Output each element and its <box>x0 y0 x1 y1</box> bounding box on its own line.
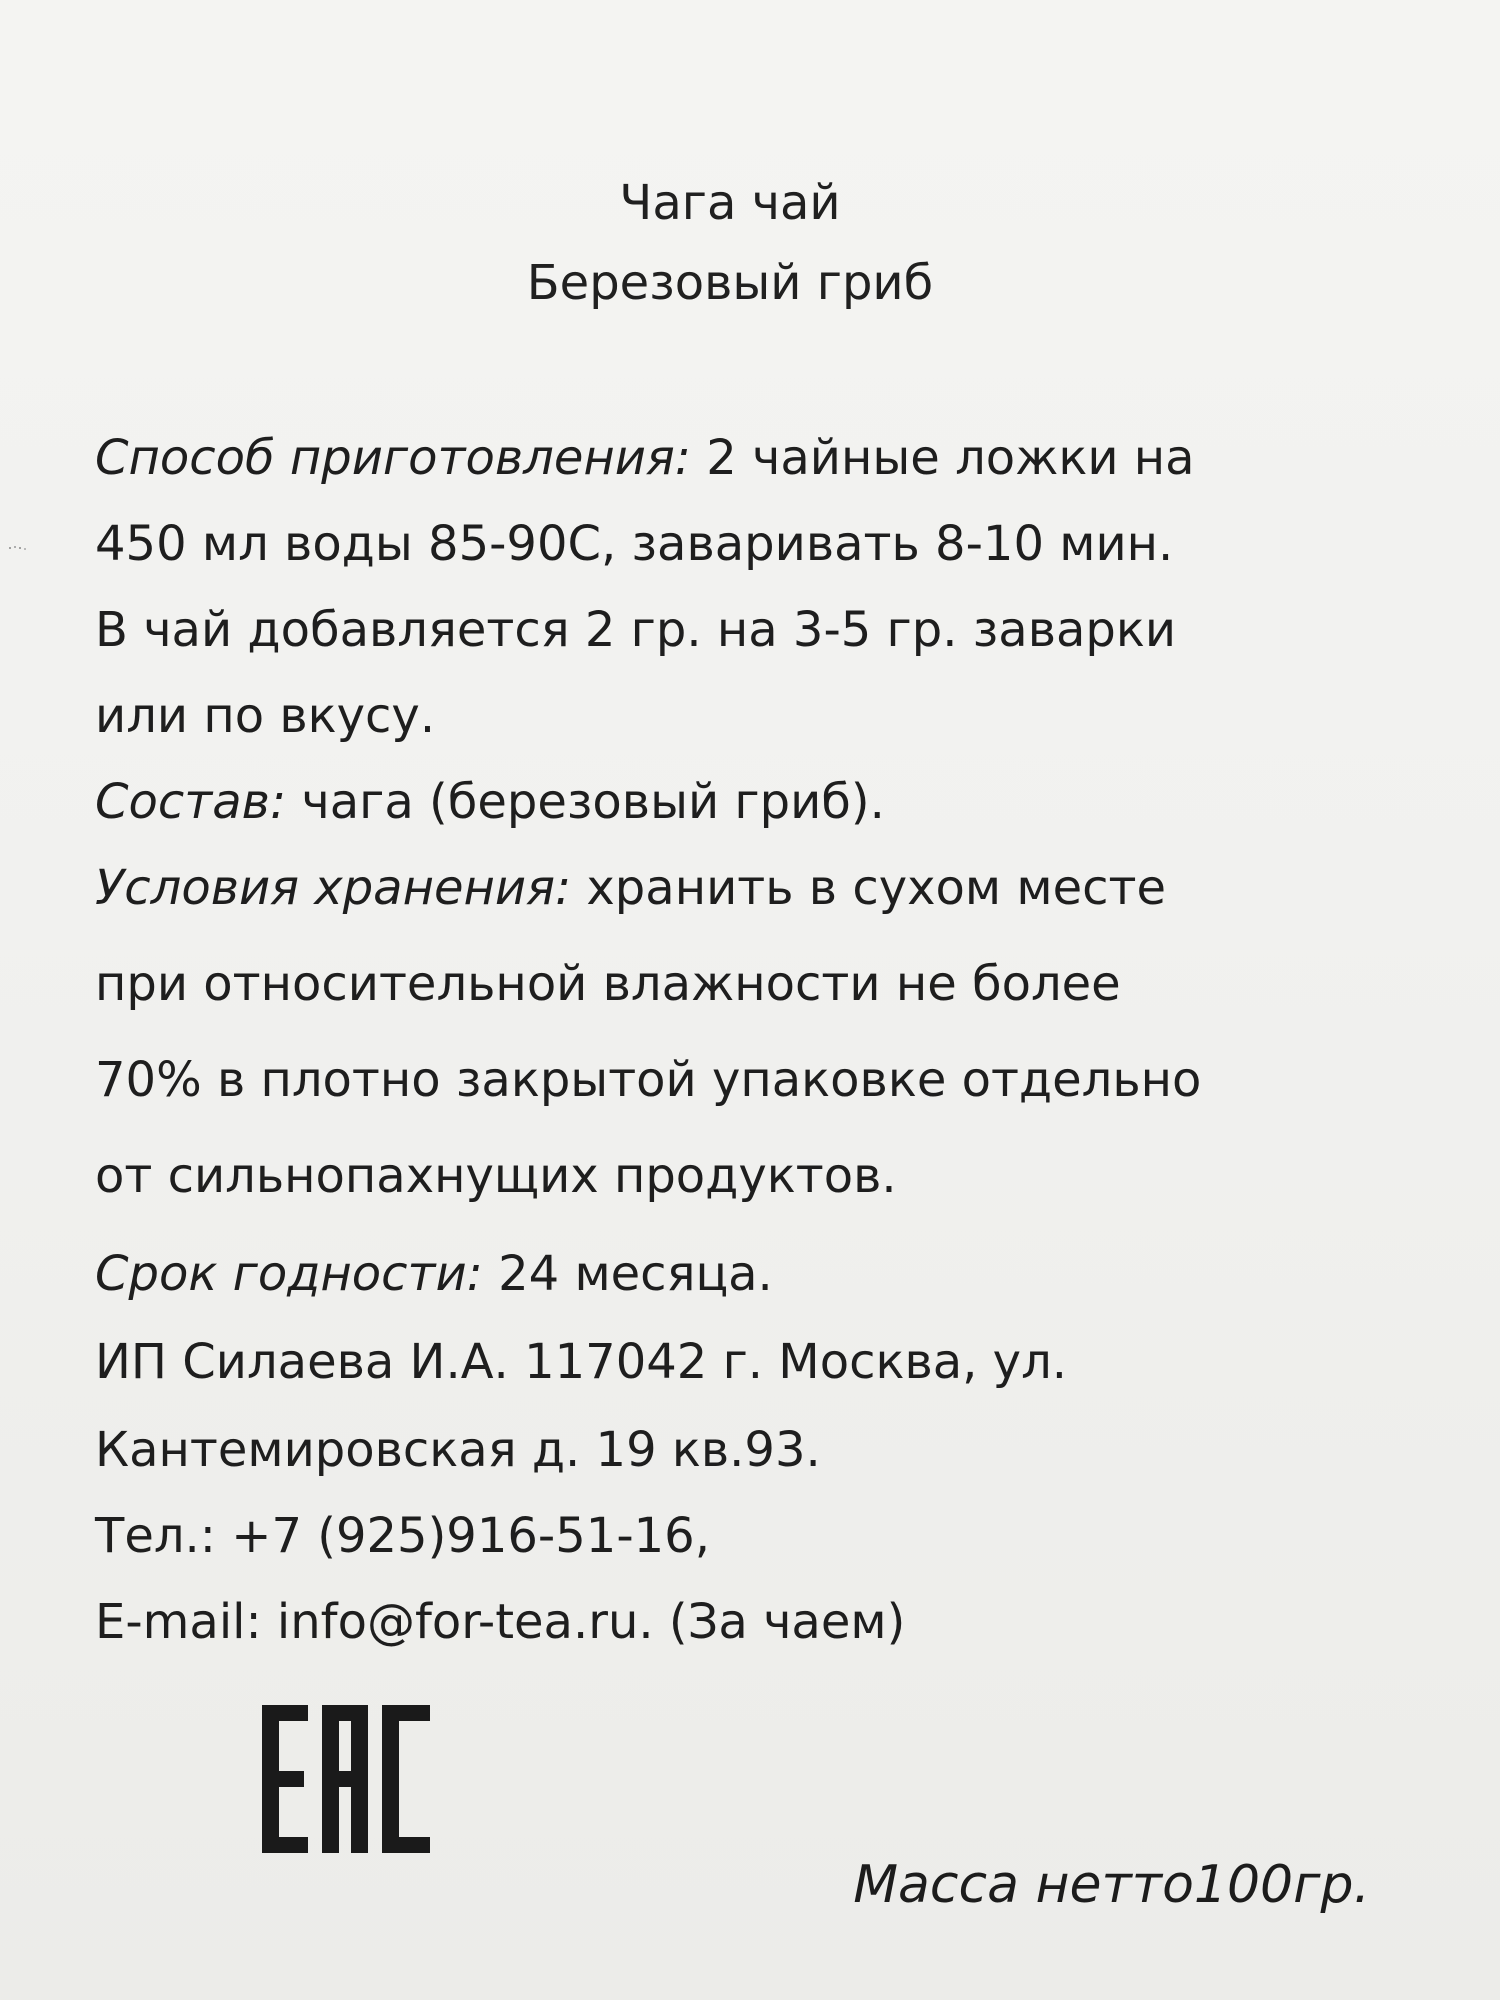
print-speck <box>8 545 30 551</box>
storage-text-1: хранить в сухом месте <box>571 860 1166 916</box>
manufacturer-email: E-mail: info@for-tea.ru. (За чаем) <box>95 1594 906 1650</box>
composition-line <box>95 774 885 830</box>
preparation-line-2: 450 мл воды 85-90С, заваривать 8-10 мин. <box>95 516 1174 572</box>
product-title: Чага чай <box>619 175 841 231</box>
preparation-heading: Способ приготовления: <box>95 430 691 486</box>
preparation-line-1 <box>95 430 1195 486</box>
composition-heading: Состав: <box>95 774 287 830</box>
storage-line-3: 70% в плотно закрытой упаковке отдельно <box>95 1052 1202 1108</box>
shelf-life-line <box>95 1246 773 1302</box>
shelf-life-text: 24 месяца. <box>482 1246 773 1302</box>
net-weight: Масса нетто100гр. <box>853 1855 1370 1915</box>
storage-heading: Условия хранения: <box>95 860 572 916</box>
preparation-line-4: или по вкусу. <box>95 688 436 744</box>
eac-certification-icon <box>262 1705 432 1853</box>
product-subtitle: Березовый гриб <box>526 255 934 311</box>
composition-text: чага (березовый гриб). <box>286 774 885 830</box>
manufacturer-line-2: Кантемировская д. 19 кв.93. <box>95 1422 821 1478</box>
manufacturer-line-1: ИП Силаева И.А. 117042 г. Москва, ул. <box>95 1334 1068 1390</box>
manufacturer-phone: Тел.: +7 (925)916-51-16, <box>95 1508 710 1564</box>
storage-line-4: от сильнопахнущих продуктов. <box>95 1148 897 1204</box>
storage-line-1 <box>95 860 1166 916</box>
preparation-text-1: 2 чайные ложки на <box>690 430 1195 486</box>
storage-line-2: при относительной влажности не более <box>95 956 1121 1012</box>
shelf-life-heading: Срок годности: <box>95 1246 483 1302</box>
preparation-line-3: В чай добавляется 2 гр. на 3-5 гр. заварки <box>95 602 1177 658</box>
